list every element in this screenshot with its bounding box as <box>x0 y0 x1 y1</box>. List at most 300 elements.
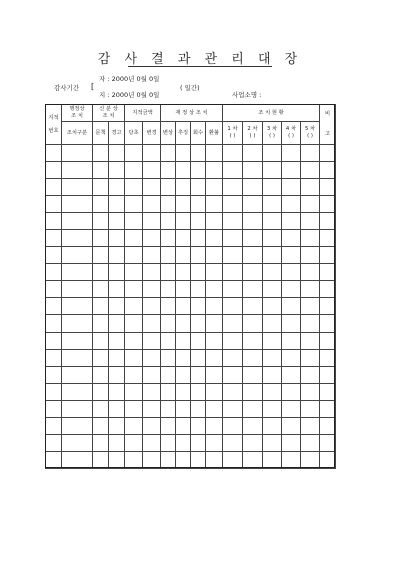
table-cell[interactable] <box>125 298 143 315</box>
table-cell[interactable] <box>125 213 143 230</box>
table-cell[interactable] <box>301 196 320 213</box>
table-cell[interactable] <box>243 281 263 298</box>
table-cell[interactable] <box>243 451 263 468</box>
table-cell[interactable] <box>282 366 301 383</box>
table-cell[interactable] <box>191 247 206 264</box>
table-cell[interactable] <box>176 264 191 281</box>
table-cell[interactable] <box>62 400 93 417</box>
table-cell[interactable] <box>223 230 243 247</box>
table-cell[interactable] <box>176 315 191 332</box>
table-cell[interactable] <box>109 264 125 281</box>
table-cell[interactable] <box>62 230 93 247</box>
table-cell[interactable] <box>125 162 143 179</box>
table-cell[interactable] <box>46 366 62 383</box>
table-cell[interactable] <box>161 349 176 366</box>
table-cell[interactable] <box>46 264 62 281</box>
table-cell[interactable] <box>206 434 223 451</box>
table-cell[interactable] <box>243 298 263 315</box>
table-cell[interactable] <box>191 434 206 451</box>
table-cell[interactable] <box>191 162 206 179</box>
table-cell[interactable] <box>125 451 143 468</box>
table-cell[interactable] <box>62 434 93 451</box>
table-cell[interactable] <box>223 179 243 196</box>
table-cell[interactable] <box>109 349 125 366</box>
table-cell[interactable] <box>191 400 206 417</box>
table-cell[interactable] <box>46 179 62 196</box>
table-cell[interactable] <box>320 298 336 315</box>
table-cell[interactable] <box>320 332 336 349</box>
table-cell[interactable] <box>206 417 223 434</box>
table-cell[interactable] <box>109 179 125 196</box>
table-cell[interactable] <box>125 349 143 366</box>
table-cell[interactable] <box>109 247 125 264</box>
table-cell[interactable] <box>243 366 263 383</box>
table-cell[interactable] <box>263 315 282 332</box>
table-cell[interactable] <box>109 417 125 434</box>
table-cell[interactable] <box>263 247 282 264</box>
table-cell[interactable] <box>143 332 161 349</box>
table-cell[interactable] <box>191 451 206 468</box>
table-cell[interactable] <box>161 196 176 213</box>
table-cell[interactable] <box>161 315 176 332</box>
table-cell[interactable] <box>206 179 223 196</box>
table-cell[interactable] <box>109 315 125 332</box>
table-cell[interactable] <box>176 162 191 179</box>
table-cell[interactable] <box>282 247 301 264</box>
table-cell[interactable] <box>176 366 191 383</box>
table-cell[interactable] <box>161 366 176 383</box>
table-cell[interactable] <box>243 434 263 451</box>
table-cell[interactable] <box>191 281 206 298</box>
table-cell[interactable] <box>301 383 320 400</box>
table-cell[interactable] <box>62 332 93 349</box>
table-cell[interactable] <box>93 179 109 196</box>
table-cell[interactable] <box>125 417 143 434</box>
table-cell[interactable] <box>263 400 282 417</box>
table-cell[interactable] <box>301 417 320 434</box>
table-cell[interactable] <box>161 332 176 349</box>
table-cell[interactable] <box>125 281 143 298</box>
table-cell[interactable] <box>301 145 320 162</box>
table-cell[interactable] <box>93 247 109 264</box>
table-cell[interactable] <box>161 230 176 247</box>
table-cell[interactable] <box>125 179 143 196</box>
table-cell[interactable] <box>143 349 161 366</box>
table-cell[interactable] <box>243 264 263 281</box>
table-cell[interactable] <box>282 264 301 281</box>
table-cell[interactable] <box>223 434 243 451</box>
table-cell[interactable] <box>282 213 301 230</box>
table-cell[interactable] <box>223 298 243 315</box>
table-cell[interactable] <box>62 281 93 298</box>
table-cell[interactable] <box>282 162 301 179</box>
table-cell[interactable] <box>263 332 282 349</box>
table-cell[interactable] <box>301 213 320 230</box>
table-cell[interactable] <box>62 315 93 332</box>
table-cell[interactable] <box>191 298 206 315</box>
table-cell[interactable] <box>176 230 191 247</box>
table-cell[interactable] <box>243 383 263 400</box>
table-cell[interactable] <box>282 281 301 298</box>
table-cell[interactable] <box>109 230 125 247</box>
table-cell[interactable] <box>223 451 243 468</box>
table-cell[interactable] <box>223 417 243 434</box>
table-cell[interactable] <box>93 230 109 247</box>
table-cell[interactable] <box>143 366 161 383</box>
table-cell[interactable] <box>46 145 62 162</box>
table-cell[interactable] <box>223 162 243 179</box>
table-cell[interactable] <box>109 451 125 468</box>
table-cell[interactable] <box>301 298 320 315</box>
table-cell[interactable] <box>282 383 301 400</box>
table-cell[interactable] <box>93 315 109 332</box>
table-cell[interactable] <box>320 230 336 247</box>
table-cell[interactable] <box>263 281 282 298</box>
table-cell[interactable] <box>62 162 93 179</box>
table-cell[interactable] <box>282 179 301 196</box>
table-cell[interactable] <box>282 400 301 417</box>
table-cell[interactable] <box>223 383 243 400</box>
table-cell[interactable] <box>301 230 320 247</box>
table-cell[interactable] <box>93 417 109 434</box>
table-cell[interactable] <box>301 281 320 298</box>
table-cell[interactable] <box>161 451 176 468</box>
table-cell[interactable] <box>263 179 282 196</box>
table-cell[interactable] <box>176 298 191 315</box>
table-cell[interactable] <box>176 179 191 196</box>
table-cell[interactable] <box>176 213 191 230</box>
table-cell[interactable] <box>263 383 282 400</box>
table-cell[interactable] <box>46 417 62 434</box>
table-cell[interactable] <box>206 349 223 366</box>
table-cell[interactable] <box>301 247 320 264</box>
table-cell[interactable] <box>143 264 161 281</box>
table-cell[interactable] <box>143 383 161 400</box>
table-cell[interactable] <box>223 196 243 213</box>
table-cell[interactable] <box>161 145 176 162</box>
table-cell[interactable] <box>263 434 282 451</box>
table-cell[interactable] <box>301 366 320 383</box>
table-cell[interactable] <box>125 264 143 281</box>
table-cell[interactable] <box>143 281 161 298</box>
table-cell[interactable] <box>191 332 206 349</box>
table-cell[interactable] <box>46 230 62 247</box>
table-cell[interactable] <box>125 315 143 332</box>
table-cell[interactable] <box>93 213 109 230</box>
table-cell[interactable] <box>125 196 143 213</box>
table-cell[interactable] <box>320 451 336 468</box>
table-cell[interactable] <box>176 400 191 417</box>
table-cell[interactable] <box>282 451 301 468</box>
table-cell[interactable] <box>143 315 161 332</box>
table-cell[interactable] <box>243 417 263 434</box>
table-cell[interactable] <box>191 213 206 230</box>
table-cell[interactable] <box>243 179 263 196</box>
table-cell[interactable] <box>46 315 62 332</box>
table-cell[interactable] <box>301 315 320 332</box>
table-cell[interactable] <box>46 434 62 451</box>
table-cell[interactable] <box>93 451 109 468</box>
table-cell[interactable] <box>282 315 301 332</box>
table-cell[interactable] <box>62 145 93 162</box>
table-cell[interactable] <box>46 349 62 366</box>
table-cell[interactable] <box>282 145 301 162</box>
table-cell[interactable] <box>46 162 62 179</box>
table-cell[interactable] <box>243 400 263 417</box>
table-cell[interactable] <box>93 298 109 315</box>
table-cell[interactable] <box>206 451 223 468</box>
table-cell[interactable] <box>320 179 336 196</box>
table-cell[interactable] <box>176 451 191 468</box>
table-cell[interactable] <box>93 434 109 451</box>
table-cell[interactable] <box>282 230 301 247</box>
table-cell[interactable] <box>223 213 243 230</box>
table-cell[interactable] <box>223 400 243 417</box>
table-cell[interactable] <box>93 281 109 298</box>
table-cell[interactable] <box>191 417 206 434</box>
table-cell[interactable] <box>206 196 223 213</box>
table-cell[interactable] <box>62 451 93 468</box>
table-cell[interactable] <box>62 298 93 315</box>
table-cell[interactable] <box>282 417 301 434</box>
table-cell[interactable] <box>46 196 62 213</box>
table-cell[interactable] <box>176 332 191 349</box>
table-cell[interactable] <box>263 366 282 383</box>
table-cell[interactable] <box>282 196 301 213</box>
table-cell[interactable] <box>109 145 125 162</box>
table-cell[interactable] <box>161 298 176 315</box>
table-cell[interactable] <box>191 145 206 162</box>
table-cell[interactable] <box>109 298 125 315</box>
table-cell[interactable] <box>93 349 109 366</box>
table-cell[interactable] <box>62 264 93 281</box>
table-cell[interactable] <box>223 145 243 162</box>
table-cell[interactable] <box>46 332 62 349</box>
table-cell[interactable] <box>62 366 93 383</box>
table-cell[interactable] <box>161 264 176 281</box>
table-cell[interactable] <box>109 213 125 230</box>
table-cell[interactable] <box>206 247 223 264</box>
table-cell[interactable] <box>125 400 143 417</box>
table-cell[interactable] <box>143 230 161 247</box>
table-cell[interactable] <box>93 366 109 383</box>
table-cell[interactable] <box>263 230 282 247</box>
table-cell[interactable] <box>223 366 243 383</box>
table-cell[interactable] <box>191 366 206 383</box>
table-cell[interactable] <box>191 264 206 281</box>
table-cell[interactable] <box>109 383 125 400</box>
table-cell[interactable] <box>191 230 206 247</box>
table-cell[interactable] <box>301 434 320 451</box>
table-cell[interactable] <box>176 145 191 162</box>
table-cell[interactable] <box>301 332 320 349</box>
table-cell[interactable] <box>320 162 336 179</box>
table-cell[interactable] <box>46 247 62 264</box>
table-cell[interactable] <box>320 366 336 383</box>
table-cell[interactable] <box>320 213 336 230</box>
table-cell[interactable] <box>143 434 161 451</box>
table-cell[interactable] <box>176 281 191 298</box>
table-cell[interactable] <box>263 162 282 179</box>
table-cell[interactable] <box>263 213 282 230</box>
table-cell[interactable] <box>263 298 282 315</box>
table-cell[interactable] <box>191 179 206 196</box>
table-cell[interactable] <box>109 400 125 417</box>
table-cell[interactable] <box>46 281 62 298</box>
table-cell[interactable] <box>161 213 176 230</box>
table-cell[interactable] <box>62 196 93 213</box>
table-cell[interactable] <box>243 145 263 162</box>
table-cell[interactable] <box>191 196 206 213</box>
table-cell[interactable] <box>206 281 223 298</box>
table-cell[interactable] <box>301 400 320 417</box>
table-cell[interactable] <box>263 196 282 213</box>
table-cell[interactable] <box>143 247 161 264</box>
table-cell[interactable] <box>320 315 336 332</box>
table-cell[interactable] <box>62 417 93 434</box>
table-cell[interactable] <box>46 451 62 468</box>
table-cell[interactable] <box>161 162 176 179</box>
table-cell[interactable] <box>143 298 161 315</box>
table-cell[interactable] <box>206 332 223 349</box>
table-cell[interactable] <box>320 247 336 264</box>
table-cell[interactable] <box>143 179 161 196</box>
table-cell[interactable] <box>176 196 191 213</box>
table-cell[interactable] <box>243 230 263 247</box>
table-cell[interactable] <box>62 179 93 196</box>
table-cell[interactable] <box>143 451 161 468</box>
table-cell[interactable] <box>243 349 263 366</box>
table-cell[interactable] <box>191 315 206 332</box>
table-cell[interactable] <box>243 315 263 332</box>
table-cell[interactable] <box>301 451 320 468</box>
table-cell[interactable] <box>143 400 161 417</box>
table-cell[interactable] <box>109 196 125 213</box>
table-cell[interactable] <box>223 349 243 366</box>
table-cell[interactable] <box>93 196 109 213</box>
table-cell[interactable] <box>176 383 191 400</box>
table-cell[interactable] <box>143 213 161 230</box>
table-cell[interactable] <box>206 383 223 400</box>
table-cell[interactable] <box>191 349 206 366</box>
table-cell[interactable] <box>46 400 62 417</box>
table-cell[interactable] <box>206 162 223 179</box>
table-cell[interactable] <box>109 281 125 298</box>
table-cell[interactable] <box>125 434 143 451</box>
table-cell[interactable] <box>206 366 223 383</box>
table-cell[interactable] <box>161 383 176 400</box>
table-cell[interactable] <box>206 145 223 162</box>
table-cell[interactable] <box>320 349 336 366</box>
table-cell[interactable] <box>263 145 282 162</box>
table-cell[interactable] <box>125 383 143 400</box>
table-cell[interactable] <box>206 400 223 417</box>
table-cell[interactable] <box>206 230 223 247</box>
table-cell[interactable] <box>46 383 62 400</box>
table-cell[interactable] <box>176 434 191 451</box>
table-cell[interactable] <box>93 383 109 400</box>
table-cell[interactable] <box>223 332 243 349</box>
table-cell[interactable] <box>109 332 125 349</box>
table-cell[interactable] <box>125 366 143 383</box>
table-cell[interactable] <box>93 264 109 281</box>
table-cell[interactable] <box>109 434 125 451</box>
table-cell[interactable] <box>143 417 161 434</box>
table-cell[interactable] <box>161 179 176 196</box>
table-cell[interactable] <box>93 145 109 162</box>
table-cell[interactable] <box>125 145 143 162</box>
table-cell[interactable] <box>223 315 243 332</box>
table-cell[interactable] <box>62 383 93 400</box>
table-cell[interactable] <box>109 366 125 383</box>
table-cell[interactable] <box>176 417 191 434</box>
table-cell[interactable] <box>93 332 109 349</box>
table-cell[interactable] <box>176 349 191 366</box>
table-cell[interactable] <box>243 196 263 213</box>
table-cell[interactable] <box>320 196 336 213</box>
table-cell[interactable] <box>125 247 143 264</box>
table-cell[interactable] <box>263 451 282 468</box>
table-cell[interactable] <box>206 213 223 230</box>
table-cell[interactable] <box>62 213 93 230</box>
table-cell[interactable] <box>301 162 320 179</box>
table-cell[interactable] <box>320 281 336 298</box>
table-cell[interactable] <box>320 417 336 434</box>
table-cell[interactable] <box>223 264 243 281</box>
table-cell[interactable] <box>282 332 301 349</box>
table-cell[interactable] <box>109 162 125 179</box>
table-cell[interactable] <box>125 332 143 349</box>
table-cell[interactable] <box>320 264 336 281</box>
table-cell[interactable] <box>320 434 336 451</box>
table-cell[interactable] <box>301 349 320 366</box>
table-cell[interactable] <box>301 179 320 196</box>
table-cell[interactable] <box>176 247 191 264</box>
table-cell[interactable] <box>93 162 109 179</box>
table-cell[interactable] <box>282 349 301 366</box>
table-cell[interactable] <box>282 434 301 451</box>
table-cell[interactable] <box>243 247 263 264</box>
table-cell[interactable] <box>206 298 223 315</box>
table-cell[interactable] <box>62 247 93 264</box>
table-cell[interactable] <box>46 298 62 315</box>
table-cell[interactable] <box>206 264 223 281</box>
table-cell[interactable] <box>320 145 336 162</box>
table-cell[interactable] <box>263 349 282 366</box>
table-cell[interactable] <box>161 247 176 264</box>
table-cell[interactable] <box>223 247 243 264</box>
table-cell[interactable] <box>143 145 161 162</box>
table-cell[interactable] <box>62 349 93 366</box>
table-cell[interactable] <box>243 332 263 349</box>
table-cell[interactable] <box>263 264 282 281</box>
table-cell[interactable] <box>143 162 161 179</box>
table-cell[interactable] <box>282 298 301 315</box>
table-cell[interactable] <box>93 400 109 417</box>
table-cell[interactable] <box>301 264 320 281</box>
table-cell[interactable] <box>46 213 62 230</box>
table-cell[interactable] <box>320 383 336 400</box>
table-cell[interactable] <box>143 196 161 213</box>
table-cell[interactable] <box>263 417 282 434</box>
table-cell[interactable] <box>223 281 243 298</box>
table-cell[interactable] <box>161 281 176 298</box>
table-cell[interactable] <box>320 400 336 417</box>
table-cell[interactable] <box>243 213 263 230</box>
table-cell[interactable] <box>206 315 223 332</box>
table-cell[interactable] <box>243 162 263 179</box>
table-cell[interactable] <box>125 230 143 247</box>
